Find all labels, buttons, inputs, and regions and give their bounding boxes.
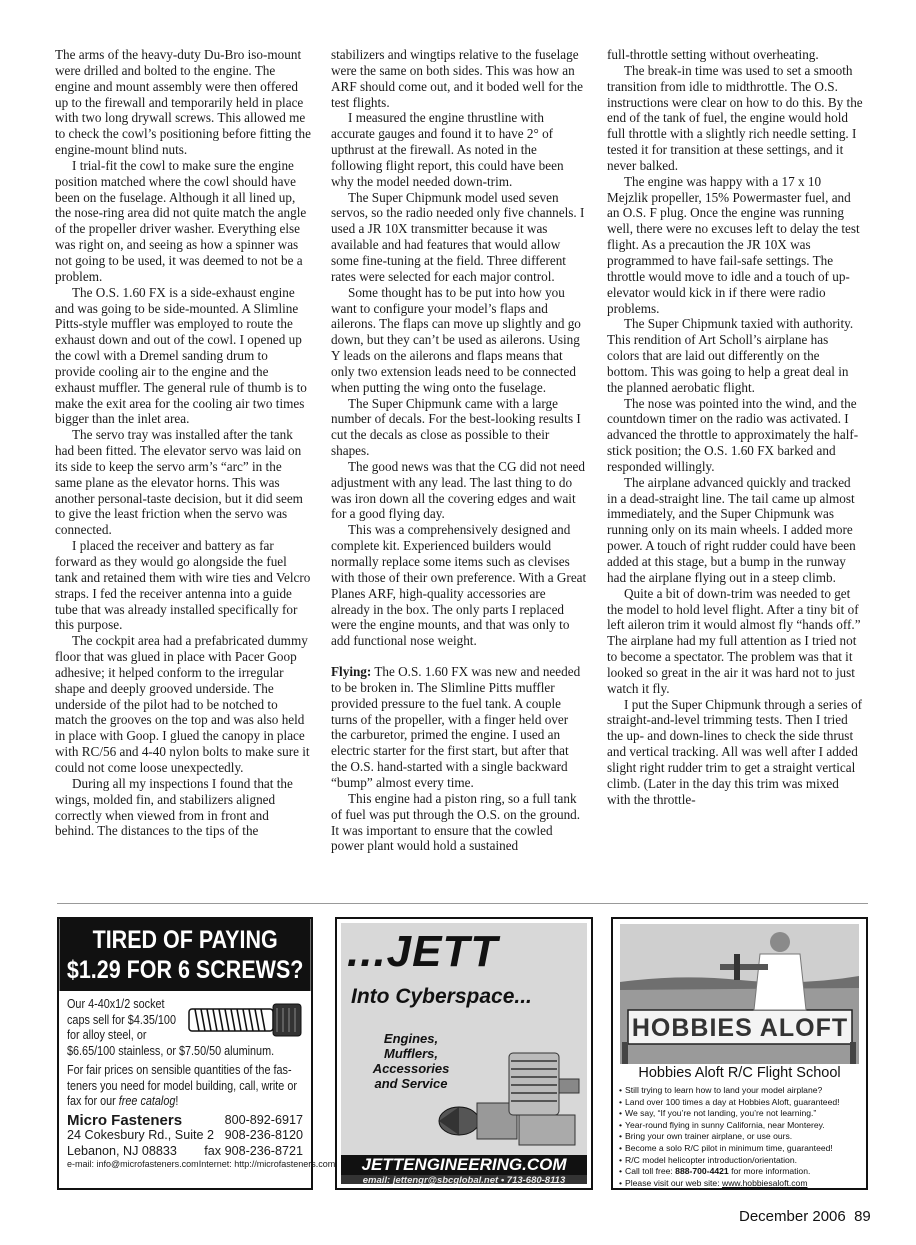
page-number: 89 bbox=[854, 1208, 871, 1225]
paragraph: I trial-fit the cowl to make sure the engine position matched where the cowl should have been on the fuselage. Although it all lined up, the nose-ring area did not quite match the angle of the propeller driver washer. Everything else was right on, and seeing as how a spinner was not going to be used, it was deemed to not be a problem. bbox=[55, 157, 307, 284]
call-suffix: for more information. bbox=[728, 1166, 811, 1177]
paragraph: This engine had a piston ring, so a full tank of fuel was put through the O.S. on the ground. It was important to ensure that the cowled power plant would hold a sustained bbox=[331, 790, 581, 854]
email-address: e-mail: info@microfasteners.com bbox=[67, 1159, 199, 1169]
feature-list bbox=[619, 1085, 840, 1189]
list-item: • Bring your own trainer airplane, or use ours. bbox=[619, 1131, 840, 1143]
ad-text-line: Our 4-40x1/2 socket bbox=[67, 997, 165, 1011]
paragraph: The airplane advanced quickly and tracked in a dead-straight line. The tail came up almost immediately, and the Super Chipmunk was running only on its main wheels. I added more power. A touch of right rudder could have been added at this stage, but a bump in the runway had the airplane flying out in a steep climb. bbox=[607, 474, 856, 585]
list-item: • Land over 100 times a day at Hobbies Aloft, guaranteed! bbox=[619, 1097, 840, 1109]
web-prefix: Please visit our web site: bbox=[625, 1177, 722, 1188]
ad-background bbox=[341, 923, 587, 1184]
article-column-2 bbox=[331, 47, 587, 895]
service-item: Accessories bbox=[372, 1061, 450, 1076]
paragraph: The cockpit area had a prefabricated dummy floor that was glued in place with Pacer Goop adhesive; it helped conform to the irregular shape and deeply grooved underside. The underside of the pilot had to be notched to match the grooves on the top and was also held in place with Goop. I glued the canopy in place with RC/56 and 4-40 nylon bolts to make sure it could not come loose unexpectedly. bbox=[55, 633, 310, 775]
flying-text: The O.S. 1.60 FX was new and needed to be broken in. The Slimline Pitts muffler provided pressure to the fuel tank. A couple turns of the propeller, with a finger held over the carburetor, primed the engine. I used an electric starter for the first start, but after that the O.S. hand-started with a single backward “bump” almost every time. bbox=[331, 664, 581, 790]
ad-text-line: For fair prices on sensible quantities of the fas- bbox=[67, 1063, 292, 1077]
contact-row bbox=[67, 1159, 336, 1170]
paragraph: The O.S. 1.60 FX is a side-exhaust engine and was going to be side-mounted. A Slimline Pitts-style muffler was employed to route the exhaust down and out of the cowl. I opened up the cowl with a Dremel sanding drum to provide cooling air to the engine and the exhaust muffler. The general rule of thumb is to make the exit area for the cooling air two times bigger than the inlet area. bbox=[55, 284, 307, 427]
paragraph: The servo tray was installed after the tank had been fitted. The elevator servo was laid on its side to keep the servo arm’s “arc” in the same plane as the elevator horns. This was another personal-taste decision, but it did seem to give the least friction when the servo was connected. bbox=[55, 427, 303, 538]
ad-text-line: for alloy steel, or bbox=[67, 1028, 147, 1042]
paragraph: The Super Chipmunk taxied with authority. This rendition of Art Scholl’s airplane has colors that are laid out differently on the bottom. This was going to help a great deal in the planned aerobatic flight. bbox=[607, 316, 854, 395]
micro-fasteners-ad bbox=[57, 917, 336, 1190]
ad-text-line bbox=[67, 1094, 270, 1110]
paragraph: This was a comprehensively designed and complete kit. Experienced builders would normally replace some items such as clevises with those of their own preference. With a Great Planes ARF, high-quality accessories are already in the box. The only parts I replaced were the engine mounts, and that was only to add functional nose weight. bbox=[331, 522, 587, 649]
instructor-photo bbox=[620, 924, 859, 1064]
ad-tagline: Into Cyberspace... bbox=[351, 985, 532, 1008]
address-row bbox=[67, 1128, 303, 1144]
paragraph: The engine was happy with a 17 x 10 Mejzlik propeller, 15% Powermaster fuel, and an O.S. F plug. Once the engine was running well, there were no excuses left to delay the test flight. As a precaution the JR 10X was programmed to have fail-safe settings. The throttle would move to idle and a touch of up-elevator would kick in if there were radio problems. bbox=[607, 173, 860, 316]
paragraph: Quite a bit of down-trim was needed to get the model to hold level flight. After a tiny bit of left aileron trim it would almost fly “hands off.” The airplane had my full attention as I tried not to become a spectator. The problem was that it looked so great in the air it was hard not to just watch it fly. bbox=[607, 585, 861, 696]
paragraph: full-throttle setting without overheating. bbox=[607, 47, 819, 62]
list-item bbox=[619, 1178, 840, 1190]
paragraph: I measured the engine thrustline with accurate gauges and found it to have 2° of upthrust at the firewall. As noted in the following flight report, this could have been why the model needed down-trim. bbox=[331, 110, 564, 189]
fax-number: fax 908-236-8721 bbox=[204, 1143, 303, 1158]
website-banner: JETTENGINEERING.COM bbox=[341, 1155, 587, 1175]
ad-text-line: teners you need for model building, call, write or bbox=[67, 1078, 297, 1093]
paragraph: The Super Chipmunk model used seven servos, so the radio needed only five channels. I used a JR 10X transmitter because it was available and had features that would allow some fine-tuning at the field. Three different rates were selected for each major control. bbox=[331, 189, 585, 284]
model-engine-icon bbox=[437, 1033, 587, 1153]
jett-engineering-ad bbox=[335, 917, 593, 1190]
photo-scene bbox=[620, 924, 859, 1064]
ad-headline bbox=[59, 919, 310, 991]
toll-free-number: 888-700-4421 bbox=[675, 1166, 729, 1177]
flying-paragraph bbox=[331, 664, 587, 791]
headline-line-2: $1.29 FOR 6 SCREWS? bbox=[66, 956, 304, 984]
service-item: Mufflers, bbox=[384, 1046, 438, 1061]
list-item: • Become a solo R/C pilot in minimum time, guaranteed! bbox=[619, 1143, 840, 1155]
paragraph: During all my inspections I found that the wings, molded fin, and stabilizers aligned correctly when viewed from in front and behind. The distances to the tips of the bbox=[55, 775, 293, 839]
article-column-3 bbox=[607, 47, 863, 895]
paragraph: The nose was pointed into the wind, and the countdown timer on the radio was activated. I advanced the throttle to approximately the half-stick position; the O.S. 1.60 FX barked and responded willingly. bbox=[607, 395, 859, 474]
paragraph: I put the Super Chipmunk through a series of straight-and-level trimming tests. Then I tried the up- and down-lines to check the side thrust and vertical tracking. All was well after I added slight right rudder trim to get a straight vertical climb. (Later in the day this trim was mixed with the throttle- bbox=[607, 696, 863, 807]
hobbies-aloft-ad bbox=[611, 917, 868, 1190]
brand-row bbox=[67, 1113, 303, 1129]
catalog-prefix: fax for our bbox=[67, 1094, 119, 1108]
list-item: • Year-round flying in sunny California, near Monterey. bbox=[619, 1120, 840, 1132]
paragraph: The break-in time was used to set a smooth transition from idle to midthrottle. The O.S. instructions were clear on how to do this. By the end of the tank of fuel, the engine would hold full throttle with a slightly rich needle setting. I tested it for transition at these settings, and it never balked. bbox=[607, 62, 863, 173]
paragraph: The Super Chipmunk came with a large number of decals. For the best-looking results I cut the decals as close as possible to their shapes. bbox=[331, 395, 581, 459]
list-item: • Still trying to learn how to land your model airplane? bbox=[619, 1085, 840, 1097]
school-title: Hobbies Aloft R/C Flight School bbox=[638, 1065, 841, 1081]
ad-text-line: $6.65/100 stainless, or $7.50/50 aluminum. bbox=[67, 1043, 275, 1058]
free-catalog-text: free catalog bbox=[118, 1094, 176, 1108]
jett-logo: ...JETT bbox=[347, 927, 499, 976]
catalog-suffix: ! bbox=[175, 1094, 179, 1108]
phone-number: 800-892-6917 bbox=[224, 1112, 303, 1127]
article-column-1 bbox=[55, 47, 311, 895]
paragraph: The good news was that the CG did not need adjustment with any lead. The last thing to do was iron down all the covering edges and wait for a good flying day. bbox=[331, 458, 585, 522]
contact-banner: email: jettengr@sbcglobal.net • 713-680-8113 bbox=[341, 1175, 587, 1184]
ad-text-line: caps sell for $4.35/100 bbox=[67, 1012, 176, 1027]
paragraph: Some thought has to be put into how you want to configure your model’s flaps and ailerons. The flaps can move up slightly and go down, but they can’t be used as ailerons. Using Y leads on the ailerons and flaps means that only two extension leads need to be connected when putting the wing onto the fuselage. bbox=[331, 284, 581, 395]
city-row bbox=[67, 1144, 303, 1160]
paragraph: stabilizers and wingtips relative to the fuselage were the same on both sides. This was how an ARF should come out, and it boded well for the test flights. bbox=[331, 47, 583, 110]
list-item: • R/C model helicopter introduction/orientation. bbox=[619, 1155, 840, 1167]
city-address: Lebanon, NJ 08833 bbox=[67, 1143, 177, 1158]
flying-heading: Flying: bbox=[331, 664, 372, 680]
paragraph: I placed the receiver and battery as far forward as they would go alongside the fuel tank and retained them with wire ties and Velcro straps. I fed the receiver antenna into a guide tube that was already installed specifically for this purpose. bbox=[55, 538, 311, 633]
website-link[interactable]: www.hobbiesaloft.com bbox=[721, 1177, 808, 1188]
website-address: Internet: http://microfasteners.com bbox=[198, 1159, 336, 1169]
call-prefix: Call toll free: bbox=[625, 1166, 676, 1177]
service-item: and Service bbox=[374, 1076, 448, 1091]
phone-number-2: 908-236-8120 bbox=[224, 1128, 303, 1142]
brand-name: Micro Fasteners bbox=[67, 1111, 183, 1129]
ad-divider-rule bbox=[57, 903, 868, 904]
issue-date: December 2006 bbox=[739, 1208, 846, 1225]
service-item: Engines, bbox=[383, 1031, 439, 1046]
page-footer bbox=[739, 1208, 871, 1225]
street-address: 24 Cokesbury Rd., Suite 2 bbox=[67, 1128, 215, 1142]
paragraph: The arms of the heavy-duty Du-Bro iso-mount were drilled and bolted to the engine. The engine and mount assembly were then offered up to the firewall and temporarily held in place with two long drywall screws. This allowed me to check the cowl’s positioning before fitting the engine-mount blind nuts. bbox=[55, 47, 311, 158]
list-item bbox=[619, 1166, 840, 1178]
list-item: • We say, “If you’re not landing, you’re not learning.” bbox=[619, 1108, 840, 1120]
hobbies-aloft-sign: HOBBIES ALOFT bbox=[631, 1014, 849, 1042]
headline-line-1: TIRED OF PAYING bbox=[92, 926, 278, 954]
